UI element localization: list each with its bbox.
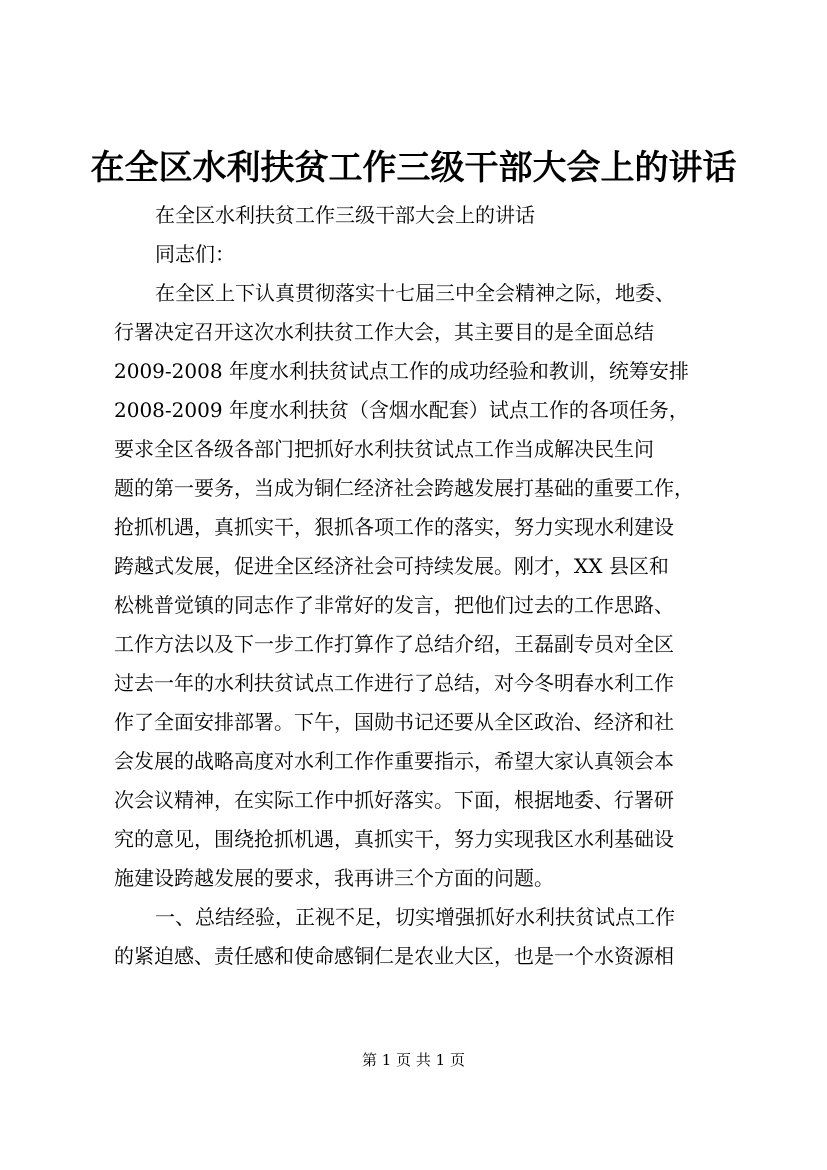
body-line: 一、总结经验，正视不足，切实增强抓好水利扶贫试点工作 [155,905,675,929]
document-title: 在全区水利扶贫工作三级干部大会上的讲话 [90,148,737,188]
body-line: 过去一年的水利扶贫试点工作进行了总结，对今冬明春水利工作 [114,671,674,695]
body-line: 施建设跨越发展的要求，我再讲三个方面的问题。 [114,866,554,890]
body-line: 抢抓机遇，真抓实干，狠抓各项工作的落实，努力实现水利建设 [114,515,674,539]
body-line: 同志们： [155,242,235,266]
body-line: 跨越式发展，促进全区经济社会可持续发展。刚才，XX 县区和 [114,554,669,578]
body-line: 松桃普觉镇的同志作了非常好的发言，把他们过去的工作思路、 [114,593,674,617]
body-line: 的紧迫感、责任感和使命感铜仁是农业大区，也是一个水资源相 [114,944,674,968]
body-line: 会发展的战略高度对水利工作作重要指示，希望大家认真领会本 [114,749,674,773]
body-line: 在全区水利扶贫工作三级干部大会上的讲话 [155,203,535,227]
body-line: 究的意见，围绕抢抓机遇，真抓实干，努力实现我区水利基础设 [114,827,674,851]
body-line: 在全区上下认真贯彻落实十七届三中全会精神之际，地委、 [155,281,675,305]
body-line: 2009-2008 年度水利扶贫试点工作的成功经验和教训，统筹安排 [114,359,689,383]
body-line: 行署决定召开这次水利扶贫工作大会，其主要目的是全面总结 [114,320,654,344]
body-line: 次会议精神，在实际工作中抓好落实。下面，根据地委、行署研 [114,788,674,812]
document-body [114,196,720,976]
page-footer: 第 1 页 共 1 页 [362,1051,465,1069]
body-line: 要求全区各级各部门把抓好水利扶贫试点工作当成解决民生问 [114,437,654,461]
body-line: 2008-2009 年度水利扶贫（含烟水配套）试点工作的各项任务， [114,398,689,422]
body-line: 工作方法以及下一步工作打算作了总结介绍，王磊副专员对全区 [114,632,674,656]
body-line: 作了全面安排部署。下午，国勋书记还要从全区政治、经济和社 [114,710,674,734]
body-line: 题的第一要务，当成为铜仁经济社会跨越发展打基础的重要工作， [114,476,694,500]
